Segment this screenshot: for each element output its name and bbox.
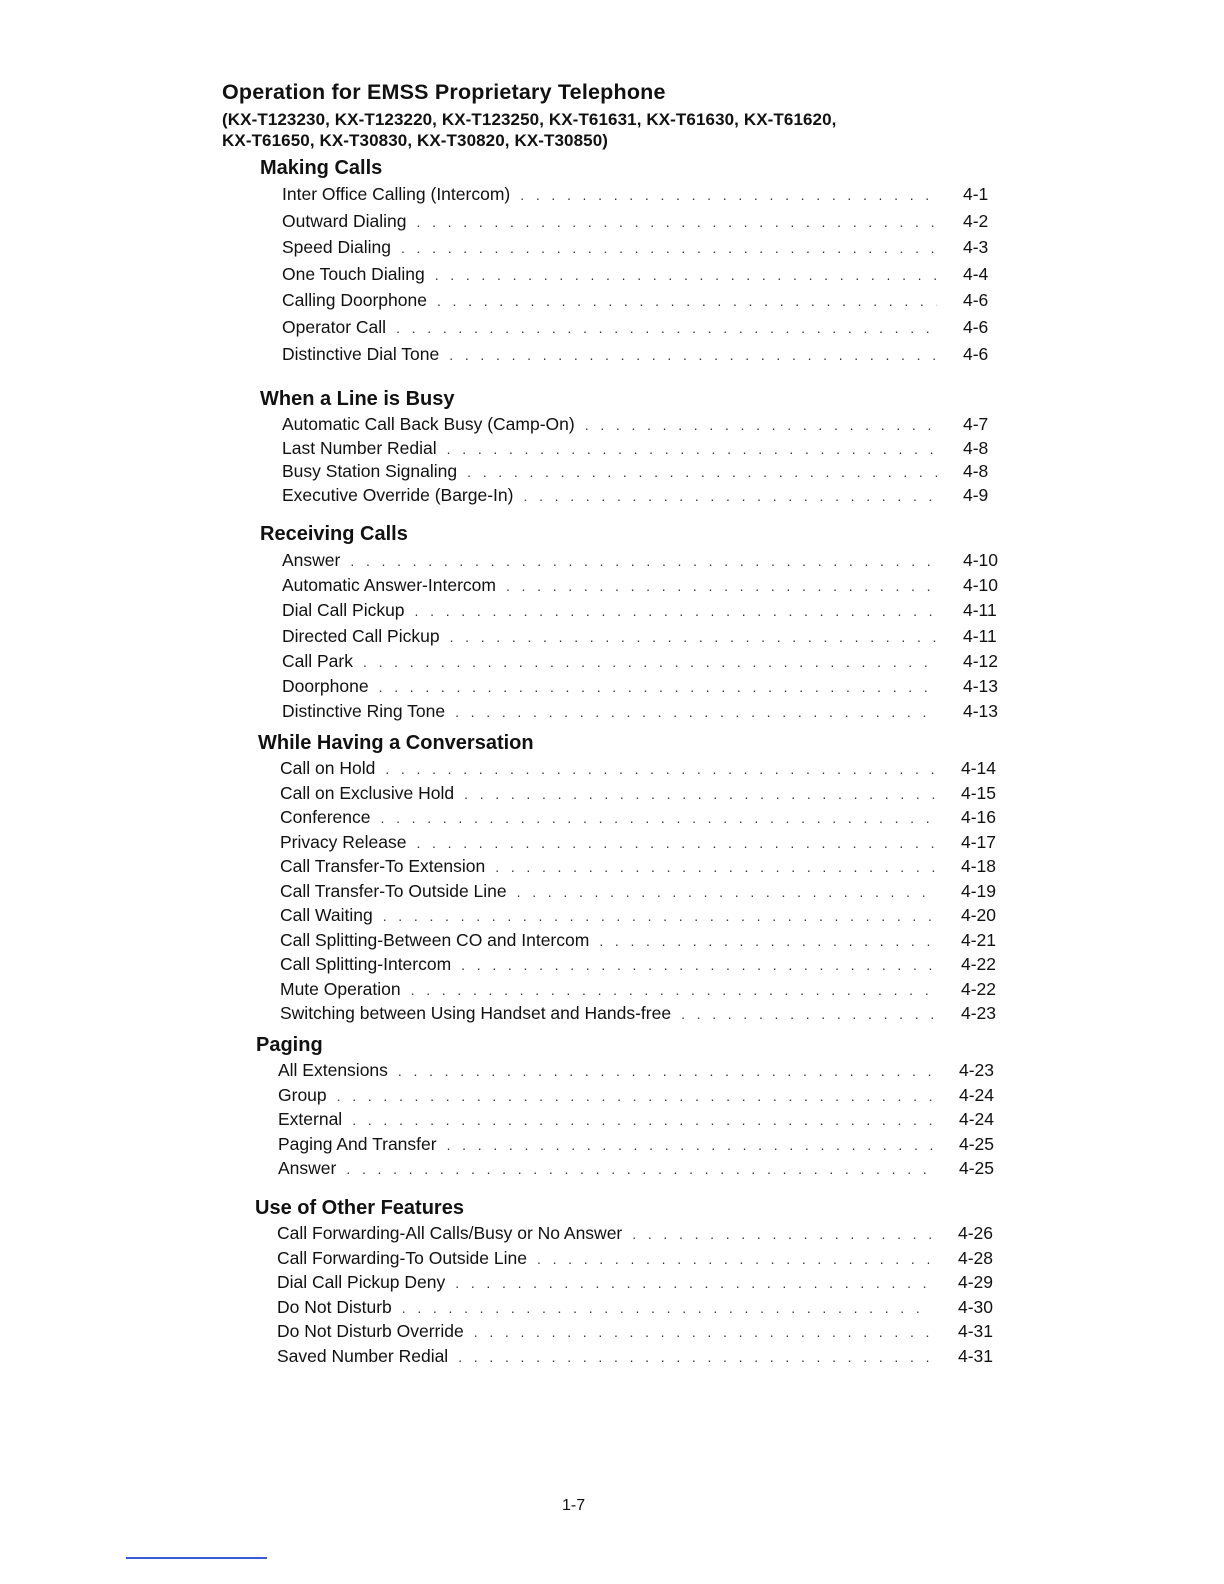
toc-entry[interactable] xyxy=(278,1084,1001,1109)
toc-entry[interactable] xyxy=(282,262,1005,289)
toc-entry[interactable] xyxy=(280,782,1003,807)
toc-entry[interactable] xyxy=(277,1247,1000,1272)
dot-leader xyxy=(437,289,937,315)
toc-entry-page: 4-10 xyxy=(963,575,999,596)
toc-entry[interactable] xyxy=(280,757,1003,782)
toc-entry-label: Call Splitting-Between CO and Intercom xyxy=(280,929,590,950)
toc-entry-page: 4-18 xyxy=(961,856,997,876)
page-title: Operation for EMSS Proprietary Telephone xyxy=(222,80,666,104)
toc-entry-page: 4-31 xyxy=(958,1345,994,1366)
dot-leader xyxy=(474,1321,932,1345)
section-heading: Receiving Calls xyxy=(260,523,408,545)
toc-entry[interactable] xyxy=(282,209,1005,236)
dot-leader xyxy=(380,807,935,831)
dot-leader xyxy=(398,1060,933,1084)
toc-entry-label: Last Number Redial xyxy=(282,437,437,458)
toc-entry-page: 4-22 xyxy=(961,954,997,974)
toc-entry[interactable] xyxy=(282,484,1005,508)
toc-entry[interactable] xyxy=(277,1320,1000,1345)
toc-entry-page: 4-28 xyxy=(958,1247,994,1268)
toc-entry-label: Call Transfer-To Extension xyxy=(280,856,486,876)
section-heading: When a Line is Busy xyxy=(260,388,455,410)
toc-entry-label: Operator Call xyxy=(282,316,387,337)
toc-entry-label: Distinctive Dial Tone xyxy=(282,343,440,364)
section-paging xyxy=(256,1034,1001,1182)
toc-entry[interactable] xyxy=(280,978,1003,1003)
toc-entry[interactable] xyxy=(282,235,1005,262)
dot-leader xyxy=(363,650,937,674)
dot-leader xyxy=(352,1109,933,1133)
model-list-line: KX-T61650, KX-T30830, KX-T30820, KX-T30850) xyxy=(222,131,609,150)
toc-entry-label: Automatic Call Back Busy (Camp-On) xyxy=(282,414,575,434)
toc-entry-label: One Touch Dialing xyxy=(282,263,425,284)
toc-entry[interactable] xyxy=(278,1059,1001,1084)
toc-entry-label: Dial Call Pickup Deny xyxy=(277,1272,446,1292)
toc-entry[interactable] xyxy=(280,806,1003,831)
toc-entry-label: Paging And Transfer xyxy=(278,1133,437,1154)
toc-entry-page: 4-15 xyxy=(961,782,997,803)
toc-entry[interactable] xyxy=(282,315,1005,342)
dot-leader xyxy=(455,700,937,724)
dot-leader xyxy=(599,930,935,954)
toc-entry-page: 4-11 xyxy=(963,625,997,646)
toc-entry-label: Call on Hold xyxy=(280,758,376,778)
toc-entry-label: Mute Operation xyxy=(280,978,401,999)
toc-entry-label: Privacy Release xyxy=(280,831,407,852)
toc-entry-label: Dial Call Pickup xyxy=(282,600,405,621)
toc-entry[interactable] xyxy=(282,699,1005,724)
toc-entry-label: Call Forwarding-To Outside Line xyxy=(277,1247,527,1268)
toc-entry[interactable] xyxy=(282,598,1005,623)
dot-leader xyxy=(506,574,937,598)
toc-entry-page: 4-25 xyxy=(959,1133,995,1154)
dot-leader xyxy=(337,1085,933,1109)
toc-entry-label: Speed Dialing xyxy=(282,237,391,258)
toc-entry-page: 4-6 xyxy=(963,290,989,311)
toc-entry[interactable] xyxy=(282,288,1005,315)
toc-entry[interactable] xyxy=(277,1296,1000,1321)
dot-leader xyxy=(523,485,937,508)
toc-entry[interactable] xyxy=(282,460,1005,484)
toc-entry[interactable] xyxy=(280,880,1003,905)
dot-leader xyxy=(495,856,935,880)
dot-leader xyxy=(517,881,935,905)
dot-leader xyxy=(632,1223,932,1247)
dot-leader xyxy=(447,1134,933,1158)
section-heading: Paging xyxy=(256,1034,323,1056)
toc-entry-page: 4-11 xyxy=(963,600,997,621)
toc-entry-label: Calling Doorphone xyxy=(282,290,427,311)
toc-entry-page: 4-21 xyxy=(961,929,997,950)
toc-entry-label: Saved Number Redial xyxy=(277,1345,449,1366)
dot-leader xyxy=(458,1346,932,1370)
toc-entry[interactable] xyxy=(282,437,1005,461)
section-making-calls xyxy=(260,157,1005,368)
dot-leader xyxy=(537,1248,932,1272)
section-heading: Making Calls xyxy=(260,157,383,179)
dot-leader xyxy=(681,1003,935,1027)
toc-entry-label: Call on Exclusive Hold xyxy=(280,782,455,803)
toc-entry[interactable] xyxy=(277,1222,1000,1247)
toc-entry-page: 4-20 xyxy=(961,905,997,925)
toc-entry-page: 4-30 xyxy=(958,1296,994,1317)
toc-entry-label: Inter Office Calling (Intercom) xyxy=(282,184,511,204)
toc-entry-label: Do Not Disturb Override xyxy=(277,1321,464,1341)
toc-entry-page: 4-13 xyxy=(963,701,999,722)
model-list-line: (KX-T123230, KX-T123220, KX-T123250, KX-T61631, KX-T61630, KX-T61620, xyxy=(222,110,837,129)
toc-entry[interactable] xyxy=(280,855,1003,880)
dot-leader xyxy=(450,625,937,649)
toc-entry-page: 4-8 xyxy=(963,437,989,458)
toc-entry-page: 4-16 xyxy=(961,807,997,827)
page-number: 1-7 xyxy=(562,1497,586,1514)
toc-entry-page: 4-26 xyxy=(958,1223,994,1243)
toc-entry-page: 4-12 xyxy=(963,650,999,671)
dot-leader xyxy=(455,1272,932,1296)
toc-entry-page: 4-10 xyxy=(963,550,999,570)
dot-leader xyxy=(396,316,937,342)
dot-leader xyxy=(346,1158,933,1182)
toc-entry[interactable] xyxy=(278,1108,1001,1133)
dot-leader xyxy=(447,438,937,461)
toc-entry-page: 4-29 xyxy=(958,1272,994,1292)
toc-entry-page: 4-23 xyxy=(961,1003,997,1023)
toc-entry-label: Distinctive Ring Tone xyxy=(282,701,446,722)
toc-entry-label: Answer xyxy=(278,1158,337,1178)
section-while-conversation xyxy=(258,732,1003,1027)
dot-leader xyxy=(416,832,935,856)
dot-leader xyxy=(449,343,937,369)
section-heading: Use of Other Features xyxy=(255,1197,464,1219)
toc-entry[interactable] xyxy=(280,1002,1003,1027)
toc-entry-page: 4-9 xyxy=(963,484,989,505)
toc-entry-page: 4-3 xyxy=(963,237,989,258)
toc-entry[interactable] xyxy=(280,831,1003,856)
toc-entry-page: 4-31 xyxy=(958,1321,994,1341)
toc-entry-label: Automatic Answer-Intercom xyxy=(282,575,496,596)
toc-entry-label: Switching between Using Handset and Hands-free xyxy=(280,1003,672,1023)
toc-entry[interactable] xyxy=(277,1271,1000,1296)
dot-leader xyxy=(585,414,937,437)
toc-entry-page: 4-25 xyxy=(959,1158,995,1178)
toc-entry-label: Busy Station Signaling xyxy=(282,461,458,481)
toc-entry[interactable] xyxy=(280,904,1003,929)
toc-entry-page: 4-6 xyxy=(963,316,989,337)
toc-entry[interactable] xyxy=(282,342,1005,369)
toc-entry[interactable] xyxy=(282,413,1005,437)
toc-entry-label: Executive Override (Barge-In) xyxy=(282,484,514,505)
dot-leader xyxy=(415,599,937,623)
toc-entry[interactable] xyxy=(282,624,1005,649)
toc-entry-label: External xyxy=(278,1109,343,1129)
toc-entry-label: Call Splitting-Intercom xyxy=(280,954,452,974)
dot-leader xyxy=(417,210,938,236)
toc-entry-page: 4-23 xyxy=(959,1060,995,1080)
dot-leader xyxy=(435,263,937,289)
section-heading: While Having a Conversation xyxy=(258,732,534,754)
dot-leader xyxy=(467,461,937,484)
toc-entry-label: Call Transfer-To Outside Line xyxy=(280,880,507,901)
toc-entry-page: 4-24 xyxy=(959,1084,995,1105)
dot-leader xyxy=(402,1297,932,1321)
toc-entry[interactable] xyxy=(282,649,1005,674)
dot-leader xyxy=(461,954,935,978)
toc-entry-label: Doorphone xyxy=(282,676,369,697)
dot-leader xyxy=(350,549,937,573)
toc-entry-label: Call Waiting xyxy=(280,905,373,925)
footer-rule xyxy=(126,1557,267,1559)
toc-entry[interactable] xyxy=(282,573,1005,598)
dot-leader xyxy=(464,783,935,807)
dot-leader xyxy=(520,183,937,209)
toc-entry[interactable] xyxy=(280,929,1003,954)
toc-entry-label: Answer xyxy=(282,550,341,570)
toc-entry-label: Call Forwarding-All Calls/Busy or No Answer xyxy=(277,1223,623,1243)
toc-entry-label: Do Not Disturb xyxy=(277,1296,392,1317)
toc-entry-label: Outward Dialing xyxy=(282,210,407,231)
toc-entry-page: 4-1 xyxy=(963,184,989,204)
toc-entry[interactable] xyxy=(278,1133,1001,1158)
toc-entry-page: 4-7 xyxy=(963,414,989,434)
toc-entry-label: Group xyxy=(278,1084,327,1105)
toc-entry-page: 4-8 xyxy=(963,461,989,481)
toc-entry[interactable] xyxy=(282,182,1005,209)
toc-entry-page: 4-4 xyxy=(963,263,989,284)
toc-entry[interactable] xyxy=(280,953,1003,978)
toc-entry-page: 4-2 xyxy=(963,210,989,231)
toc-entry-label: Conference xyxy=(280,807,371,827)
section-other-features xyxy=(255,1197,1000,1369)
dot-leader xyxy=(385,758,935,782)
dot-leader xyxy=(379,675,937,699)
toc-entry-page: 4-14 xyxy=(961,758,997,778)
section-when-line-busy xyxy=(260,388,1005,507)
dot-leader xyxy=(401,236,937,262)
toc-entry[interactable] xyxy=(277,1345,1000,1370)
toc-entry[interactable] xyxy=(282,674,1005,699)
toc-entry-page: 4-22 xyxy=(961,978,997,999)
toc-entry-page: 4-17 xyxy=(961,831,997,852)
toc-entry-label: All Extensions xyxy=(278,1060,388,1080)
toc-entry[interactable] xyxy=(282,548,1005,573)
toc-entry-label: Directed Call Pickup xyxy=(282,625,440,646)
toc-entry-page: 4-6 xyxy=(963,343,989,364)
dot-leader xyxy=(411,979,935,1003)
section-receiving-calls xyxy=(260,523,1005,724)
toc-entry[interactable] xyxy=(278,1157,1001,1182)
model-list xyxy=(222,109,836,151)
toc-entry-page: 4-19 xyxy=(961,880,997,901)
toc-entry-label: Call Park xyxy=(282,650,353,671)
dot-leader xyxy=(383,905,935,929)
toc-entry-page: 4-24 xyxy=(959,1109,995,1129)
toc-entry-page: 4-13 xyxy=(963,676,999,697)
